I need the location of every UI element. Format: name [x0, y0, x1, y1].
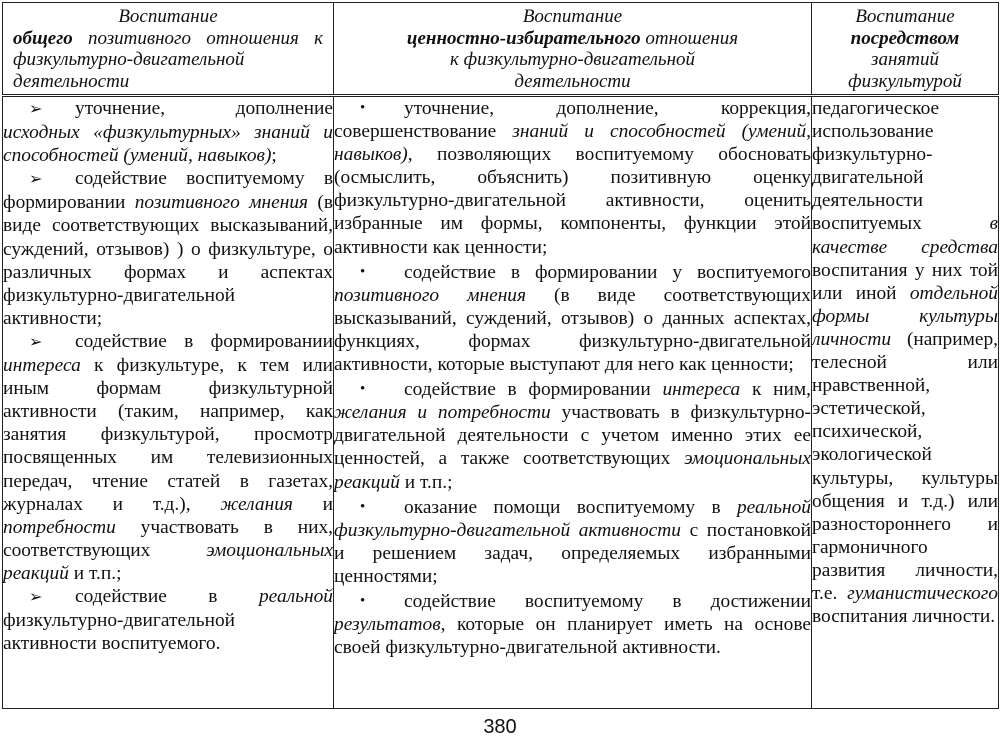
text-run: содействие в формировании — [75, 330, 333, 352]
text-run: (в виде соответствующих высказываний, суждений, отзывов) о данных аспектах, функциях, формах физкультурно-двигательной активности, которые выступают для него как ценности; — [334, 284, 811, 376]
list-item — [3, 167, 333, 330]
emphasized-text: результатов — [334, 614, 441, 636]
header-col-value-rest1: отношения — [645, 27, 739, 49]
emphasized-text: потребности — [3, 516, 116, 538]
text-run: с постановкой и решением задач, определяемых избранными ценностями; — [334, 519, 811, 587]
header-col-value-rest2: к физкультурно-двигательной — [449, 49, 696, 70]
bullet-icon: • — [360, 100, 366, 116]
header-col-means-title: Воспитание — [855, 6, 955, 27]
text-run: к ним, — [740, 379, 811, 401]
header-col-means-bold: посредством — [850, 27, 960, 49]
comparison-table — [2, 2, 999, 709]
text-run: участвовать в них, соответствующих — [3, 516, 333, 561]
header-col-general-rest1: позитивного отношения — [88, 27, 299, 49]
header-col-means-rest2: физкультурой — [848, 70, 962, 92]
text-run: воспитания у них той или иной — [812, 259, 998, 304]
emphasized-text: эмоциональных реакций — [3, 539, 333, 584]
text-run: содействие в — [75, 585, 259, 607]
text-run: и т.п.; — [399, 471, 453, 493]
text-run: уточнение, дополнение, коррекция, совершенствование — [334, 98, 811, 143]
emphasized-text: позитивного мнения — [134, 192, 309, 214]
emphasized-text: гуманистического — [847, 582, 998, 604]
table-body-row — [3, 96, 999, 709]
emphasized-text: в качестве средства — [812, 213, 998, 258]
emphasized-text: отдельной формы культуры личности — [812, 282, 998, 350]
bullet-icon: • — [360, 498, 366, 515]
header-col-value-title: Воспитание — [522, 6, 623, 27]
header-col-general-title: Воспитание — [118, 6, 218, 27]
text-run: содействие в формировании у воспитуемого — [404, 261, 811, 283]
header-col-value-rest3: деятельности — [514, 70, 631, 92]
list-item — [3, 330, 333, 585]
list-item — [3, 97, 333, 167]
arrow-bullet-icon: ➢ — [29, 101, 43, 118]
means-paragraph — [812, 97, 998, 628]
bullet-icon: • — [360, 592, 366, 609]
emphasized-text: желания и потребности — [334, 402, 551, 424]
col-value-content — [334, 96, 812, 709]
header-col-general-rest3: деятельности — [13, 70, 130, 92]
text-run: и т.п.; — [68, 562, 122, 584]
text-run: уточнение, дополнение — [75, 98, 333, 119]
text-run: ; — [271, 145, 277, 167]
emphasized-text: исходных «физкультурных» знаний и способностей (умений, навыков) — [3, 122, 333, 167]
header-col-general — [3, 3, 334, 96]
text-run: (в виде соответствующих высказываний, суждений, отзывов) ) о физкультуре, о различных формах и аспектах физкультурно-двигательной активности; — [3, 192, 333, 329]
arrow-bullet-icon: ➢ — [29, 333, 43, 351]
emphasized-text: знаний и способностей (умений, навыков), — [334, 121, 811, 166]
header-col-value — [334, 3, 812, 96]
emphasized-text: интереса — [662, 379, 741, 401]
list-item — [334, 378, 811, 493]
arrow-bullet-icon: ➢ — [29, 171, 43, 189]
emphasized-text: реальной физкультурно-двигательной активности — [334, 496, 811, 541]
emphasized-text: эмоциональных реакций — [334, 448, 811, 493]
text-run: оказание помощи воспитуемому в — [404, 496, 737, 518]
text-run: физкультурно-двигательной активности воспитуемого. — [3, 610, 236, 655]
list-item — [334, 97, 811, 259]
text-run: к физкультуре, к тем или иным формам физкультурной активности (таким, например, как занятия физкультурой, просмотр посвященных им телевизионных передач, чтение статей в газетах, журналах и т.д.), — [3, 355, 333, 515]
header-col-means — [812, 3, 999, 96]
col-general-content — [3, 96, 334, 709]
arrow-bullet-icon: ➢ — [29, 588, 43, 606]
emphasized-text: реальной — [258, 585, 333, 607]
header-col-general-bold: общего — [13, 27, 73, 49]
list-item — [334, 590, 811, 659]
text-run: , которые он планирует иметь на основе своей физкультурно-двигательной активности. — [334, 614, 811, 659]
list-item — [334, 496, 811, 588]
header-col-means-rest1: занятий — [871, 49, 939, 70]
text-run: воспитания личности. — [812, 606, 996, 628]
table-header-row — [3, 3, 999, 96]
text-run: участвовать в физкультурно-двигательной деятельности с учетом именно этих ее ценностей, а также соответствующих — [334, 402, 812, 470]
emphasized-text: позитивного мнения — [334, 284, 527, 306]
list-item — [3, 585, 333, 655]
emphasized-text: желания — [220, 493, 293, 515]
col-means-content — [812, 96, 999, 709]
header-col-value-bold: ценностно-избирательного — [406, 27, 641, 49]
bullet-icon: • — [360, 263, 366, 280]
page-number: 380 — [483, 716, 517, 738]
emphasized-text: интереса — [3, 355, 81, 377]
text-run: содействие в формировании — [404, 379, 663, 401]
text-run: позволяющих воспитуемому обосновать (осмыслить, объяснить) позитивную оценку физкультурно-двигательной активности, оценить избранные им формы, компоненты, функции этой активности как ценности; — [334, 144, 811, 258]
bullet-icon: • — [360, 381, 366, 398]
text-run: педагогическое использование физкультурно-двигательной деятельности воспитуемых — [812, 98, 990, 235]
list-item — [334, 261, 811, 376]
text-run: и — [292, 493, 333, 515]
text-run: содействие воспитуемому в достижении — [404, 590, 811, 612]
text-run: (например, телесной или нравственной, эстетической, психической, экологической культуры, культуры общения и т.д.) или разностороннего и гармоничного развития личности, т.е. — [812, 328, 998, 604]
header-col-general-rest2: к физкультурно-двигательной — [13, 27, 324, 70]
text-run: содействие воспитуемому в формировании — [3, 168, 333, 214]
